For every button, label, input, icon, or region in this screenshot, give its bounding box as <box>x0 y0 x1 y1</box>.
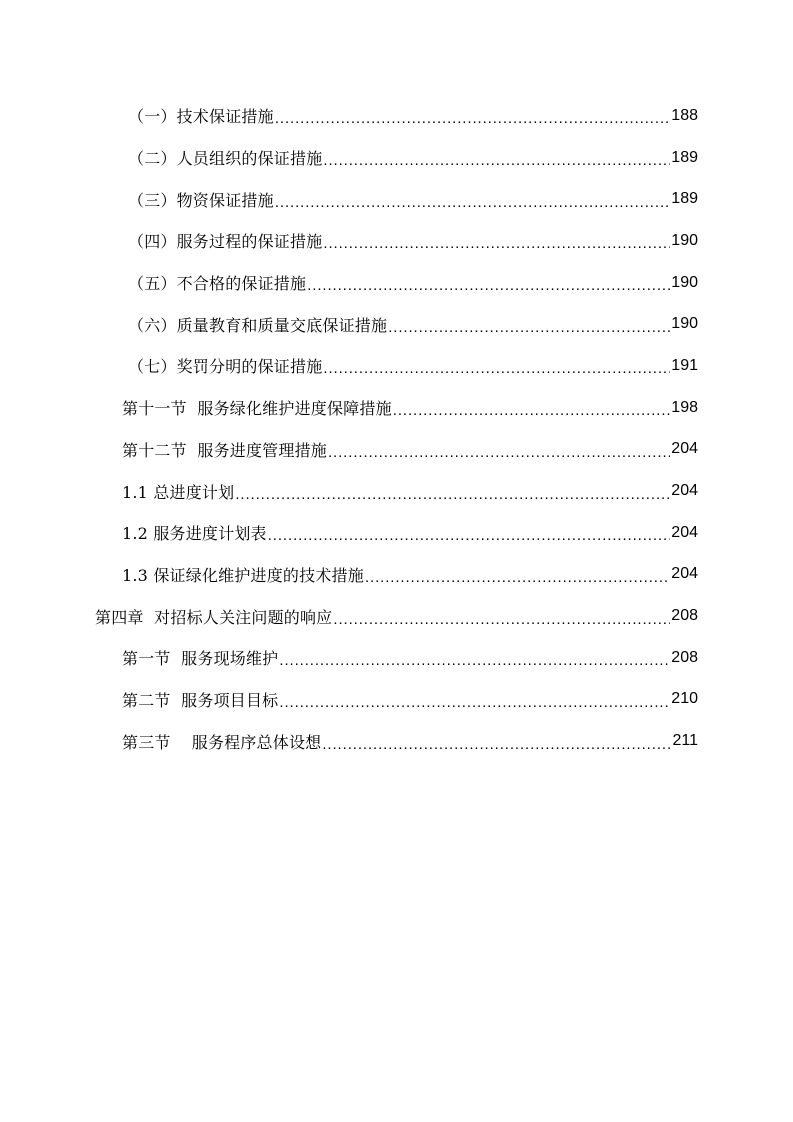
toc-entry[interactable] <box>0 303 793 345</box>
toc-leader-dots <box>333 612 670 627</box>
toc-leader-dots <box>279 695 670 710</box>
toc-entry-page: 190 <box>671 315 698 333</box>
toc-entry[interactable] <box>0 220 793 262</box>
toc-entry-page: 190 <box>671 231 698 249</box>
toc-leader-dots <box>323 153 670 168</box>
toc-leader-dots <box>268 528 671 543</box>
toc-entry[interactable] <box>0 387 793 429</box>
toc-entry[interactable] <box>0 470 793 512</box>
toc-leader-dots <box>323 236 670 251</box>
toc-entry-title: 第四章 对招标人关注问题的响应 <box>95 607 333 627</box>
toc-entry[interactable] <box>0 512 793 554</box>
toc-entry-title: （七）奖罚分明的保证措施 <box>128 357 323 377</box>
toc-entry-title: 第三节 服务程序总体设想 <box>122 732 322 752</box>
toc-entry-page: 211 <box>672 732 698 750</box>
toc-entry-title: 第十一节 服务绿化维护进度保障措施 <box>122 399 392 419</box>
toc-leader-dots <box>328 445 670 460</box>
toc-leader-dots <box>235 487 670 502</box>
toc-leader-dots <box>322 737 671 752</box>
toc-entry-title: （六）质量教育和质量交底保证措施 <box>128 315 388 335</box>
toc-entry-title: 1.3 保证绿化维护进度的技术措施 <box>122 565 364 585</box>
toc-entry-title: 1.2 服务进度计划表 <box>122 524 267 544</box>
toc-entry-page: 189 <box>671 190 698 208</box>
toc-entry-title: 第一节 服务现场维护 <box>122 649 279 669</box>
toc-entry[interactable] <box>0 178 793 220</box>
toc-leader-dots <box>365 570 670 585</box>
toc-entry[interactable] <box>0 554 793 596</box>
toc-entry[interactable] <box>0 262 793 304</box>
toc-entry-page: 198 <box>671 398 698 416</box>
toc-entry[interactable] <box>0 637 793 679</box>
toc-entry-page: 204 <box>671 565 698 583</box>
toc-entry[interactable] <box>0 679 793 721</box>
toc-leader-dots <box>275 111 670 126</box>
toc-entry[interactable] <box>0 345 793 387</box>
toc-entry-page: 191 <box>671 356 698 374</box>
toc-entry-page: 208 <box>671 607 698 625</box>
toc-leader-dots <box>279 653 670 668</box>
toc-leader-dots <box>388 320 670 335</box>
toc-entry-page: 204 <box>671 482 698 500</box>
toc-entry-page: 204 <box>671 440 698 458</box>
toc-entry-page: 210 <box>671 690 698 708</box>
toc-entry-title: 第十二节 服务进度管理措施 <box>122 440 327 460</box>
toc-entry-page: 208 <box>671 648 698 666</box>
toc-entry-page: 190 <box>671 273 698 291</box>
toc-leader-dots <box>323 361 670 376</box>
table-of-contents <box>0 95 793 762</box>
toc-entry-title: 第二节 服务项目目标 <box>122 690 279 710</box>
toc-entry-title: （五）不合格的保证措施 <box>128 274 307 294</box>
toc-entry-page: 204 <box>671 523 698 541</box>
toc-entry[interactable] <box>0 595 793 637</box>
toc-entry-page: 188 <box>671 106 698 124</box>
toc-entry[interactable] <box>0 137 793 179</box>
toc-entry-title: （三）物资保证措施 <box>128 190 274 210</box>
toc-leader-dots <box>393 403 671 418</box>
toc-entry[interactable] <box>0 95 793 137</box>
toc-entry-title: （二）人员组织的保证措施 <box>128 149 323 169</box>
toc-leader-dots <box>275 195 670 210</box>
toc-entry[interactable] <box>0 720 793 762</box>
toc-leader-dots <box>307 278 670 293</box>
toc-entry-title: 1.1 总进度计划 <box>122 482 235 502</box>
toc-entry-page: 189 <box>671 148 698 166</box>
toc-entry-title: （一）技术保证措施 <box>128 107 274 127</box>
toc-entry-title: （四）服务过程的保证措施 <box>128 232 323 252</box>
toc-entry[interactable] <box>0 429 793 471</box>
